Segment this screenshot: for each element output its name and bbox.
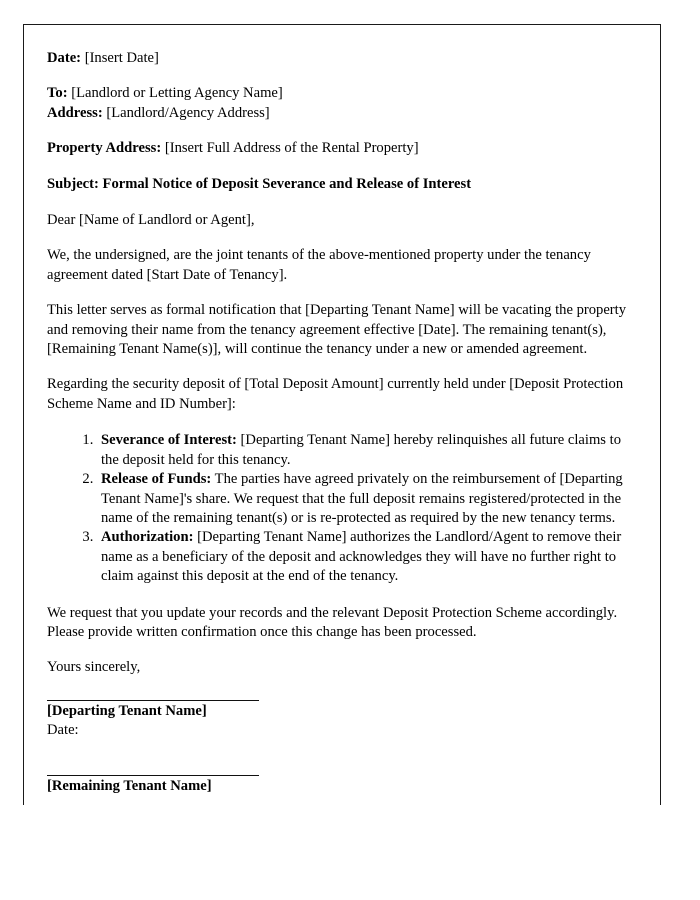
recipient-address-label: Address: [47,104,103,121]
clause-text: The parties have agreed privately on the reimbursement of [Departing Tenant Name]'s share. We request that the full deposit remains registered/protected in the name of the remaining tenant(s) or is re-protected as required by the new tenancy terms. [101,471,623,526]
date-line [47,49,631,68]
clause-term: Release of Funds: [101,471,212,488]
clause-text: [Departing Tenant Name] authorizes the Landlord/Agent to remove their name as a beneficiary of the deposit and acknowledges they will have no further right to claim against this deposit at the end of the tenancy. [101,529,622,585]
property-address-line [47,139,631,158]
date-label: Date: [47,50,82,66]
property-address-value: [Insert Full Address of the Rental Property] [164,140,419,157]
list-item [97,431,631,470]
signature-spacer [47,741,631,775]
clause-term: Authorization: [101,529,194,546]
clause-text: [Departing Tenant Name] hereby relinquishes all future claims to the deposit held for this tenancy. [101,432,621,468]
recipient-to-value: [Landlord or Letting Agency Name] [71,85,283,102]
signature-date-label: Date: [47,722,79,739]
signature-name: [Departing Tenant Name] [47,702,207,719]
signature-block-departing [47,700,631,741]
recipient-address-value: [Landlord/Agency Address] [106,104,270,121]
document-body [47,49,631,796]
signature-rule [47,700,259,701]
list-item [97,470,631,528]
recipient-address-line [47,104,631,123]
property-address-label: Property Address: [47,140,162,157]
paragraph-notification: This letter serves as formal notification that [Departing Tenant Name] will be vacating the property and removing their name from the tenancy agreement effective [Date]. The remaining tenant(s), [Remaining Tenant Name(s)], will continue the tenancy under a new or amended agreement. [47,302,627,358]
salutation: Dear [Name of Landlord or Agent], [47,212,255,229]
recipient-to-line [47,84,631,103]
signature-block-remaining [47,775,631,796]
list-item [97,528,631,586]
paragraph-request-update: We request that you update your records and the relevant Deposit Protection Scheme accordingly. Please provide written confirmation once this change has been processed. [47,604,618,640]
document-page [23,24,661,805]
paragraph-joint-tenants: We, the undersigned, are the joint tenants of the above-mentioned property under the tenancy agreement dated [Start Date of Tenancy]. [47,247,591,283]
date-value: [Insert Date] [84,50,159,66]
paragraph-deposit-intro: Regarding the security deposit of [Total Deposit Amount] currently held under [Deposit Protection Scheme Name and ID Number]: [47,376,624,412]
clause-term: Severance of Interest: [101,432,237,449]
subject-line: Subject: Formal Notice of Deposit Severance and Release of Interest [47,175,472,192]
clause-list [47,431,631,586]
closing-salutation: Yours sincerely, [47,659,141,676]
signature-rule [47,775,259,776]
recipient-to-label: To: [47,85,68,102]
signature-name: [Remaining Tenant Name] [47,777,212,794]
recipient-block [47,84,631,123]
